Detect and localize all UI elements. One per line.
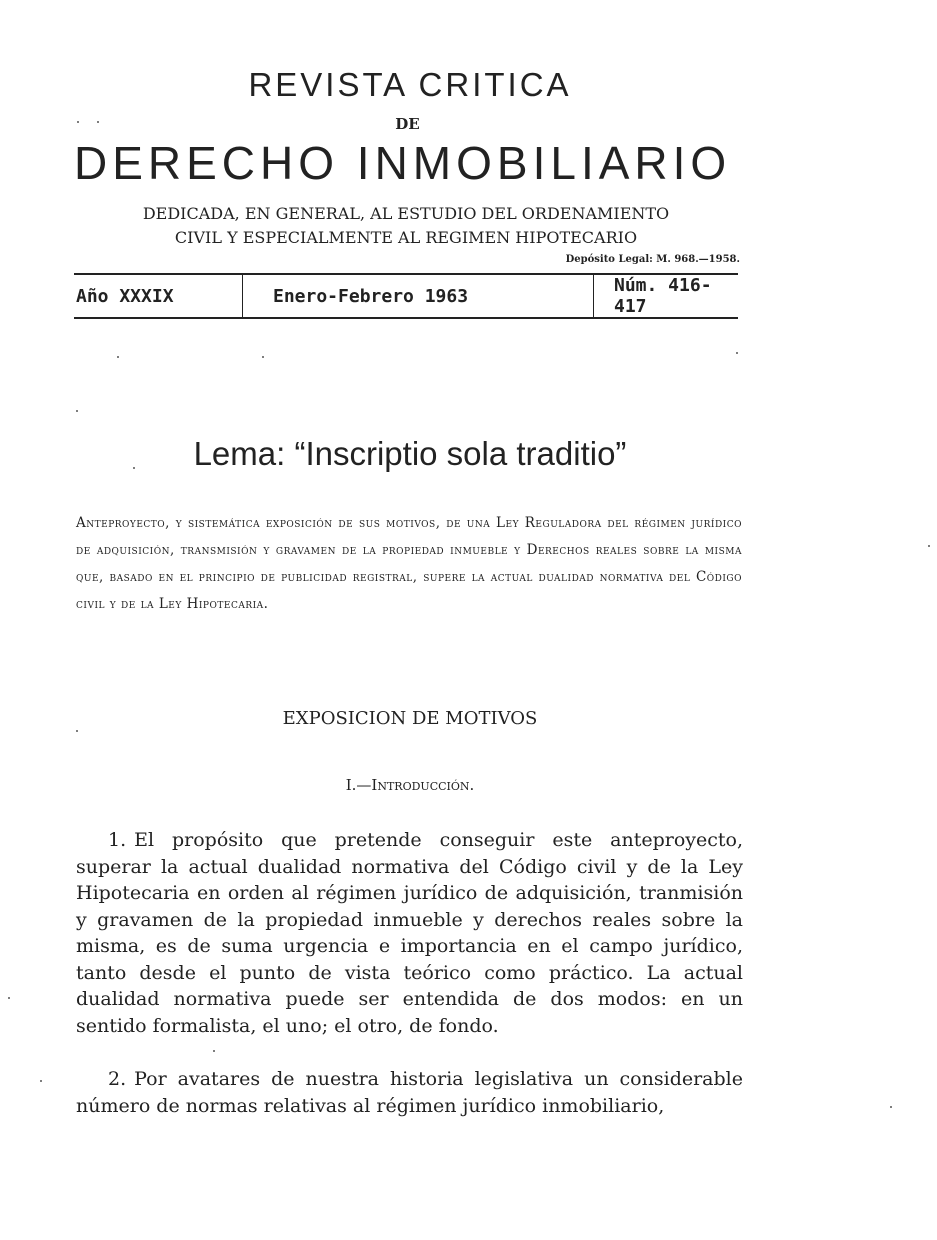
paragraph-number: 1. (108, 829, 127, 851)
paragraph-number: 2. (108, 1068, 127, 1090)
subsection-heading: I.—Introducción. (345, 776, 475, 794)
scan-speck (262, 356, 264, 358)
scan-speck (117, 356, 119, 358)
paragraph-text: El propósito que pretende conseguir este anteproyecto, superar la actual dualidad normativa del Código civil y de la Ley Hipotecaria en orden al régimen jurídico de adquisición, tranmisión y gravamen de la propiedad inmueble y derechos reales sobre la misma, es de suma urgencia e importancia en el campo jurídico, tanto desde el punto de vista teórico como práctico. La actual dualidad normativa puede ser entendida de dos modos: en un sentido formalista, el uno; el otro, de fondo. (76, 829, 743, 1037)
scan-speck (928, 545, 930, 547)
journal-main-title: DERECHO INMOBILIARIO (74, 137, 732, 189)
dedication-line-1: DEDICADA, EN GENERAL, AL ESTUDIO DEL ORDENAMIENTO (142, 204, 670, 223)
issue-date: Enero-Febrero 1963 (242, 275, 593, 317)
legal-deposit: Depósito Legal: M. 968.—1958. (565, 254, 740, 265)
scan-speck (213, 1050, 215, 1052)
scan-speck (736, 352, 738, 354)
paragraph-text: Por avatares de nuestra historia legislativa un considerable número de normas relativas al régimen jurídico inmobiliario, (76, 1068, 743, 1117)
dedication-line-2: CIVIL Y ESPECIALMENTE AL REGIMEN HIPOTECARIO (174, 228, 638, 247)
paragraph-2 (76, 1066, 743, 1119)
section-heading: EXPOSICION DE MOTIVOS (282, 708, 538, 729)
scan-speck (8, 997, 10, 999)
journal-title-connector: DE (395, 115, 420, 133)
scan-speck (97, 121, 99, 123)
scan-speck (40, 1080, 42, 1082)
issue-year: Año XXXIX (76, 285, 174, 307)
journal-dedication (74, 202, 738, 250)
scan-speck (77, 121, 79, 123)
journal-title: REVISTA CRITICA (248, 66, 572, 103)
scan-speck (76, 730, 78, 732)
scan-speck (76, 410, 78, 412)
article-motto: Lema: “Inscriptio sola traditio” (193, 435, 627, 472)
paragraph-1 (76, 827, 743, 1039)
scan-speck (133, 467, 135, 469)
issue-info-bar (74, 273, 738, 319)
article-abstract: Anteproyecto, y sistemática exposición de sus motivos, de una Ley Reguladora del régimen jurídico de adquisición, transmisión y gravamen de la propiedad inmueble y Derechos reales sobre la misma que, basado en el principio de publicidad registral, supere la actual dualidad normativa del Código civil y de la Ley Hipotecaria. (76, 515, 742, 612)
scan-speck (890, 1106, 892, 1108)
issue-number: Núm. 416-417 (593, 275, 738, 317)
